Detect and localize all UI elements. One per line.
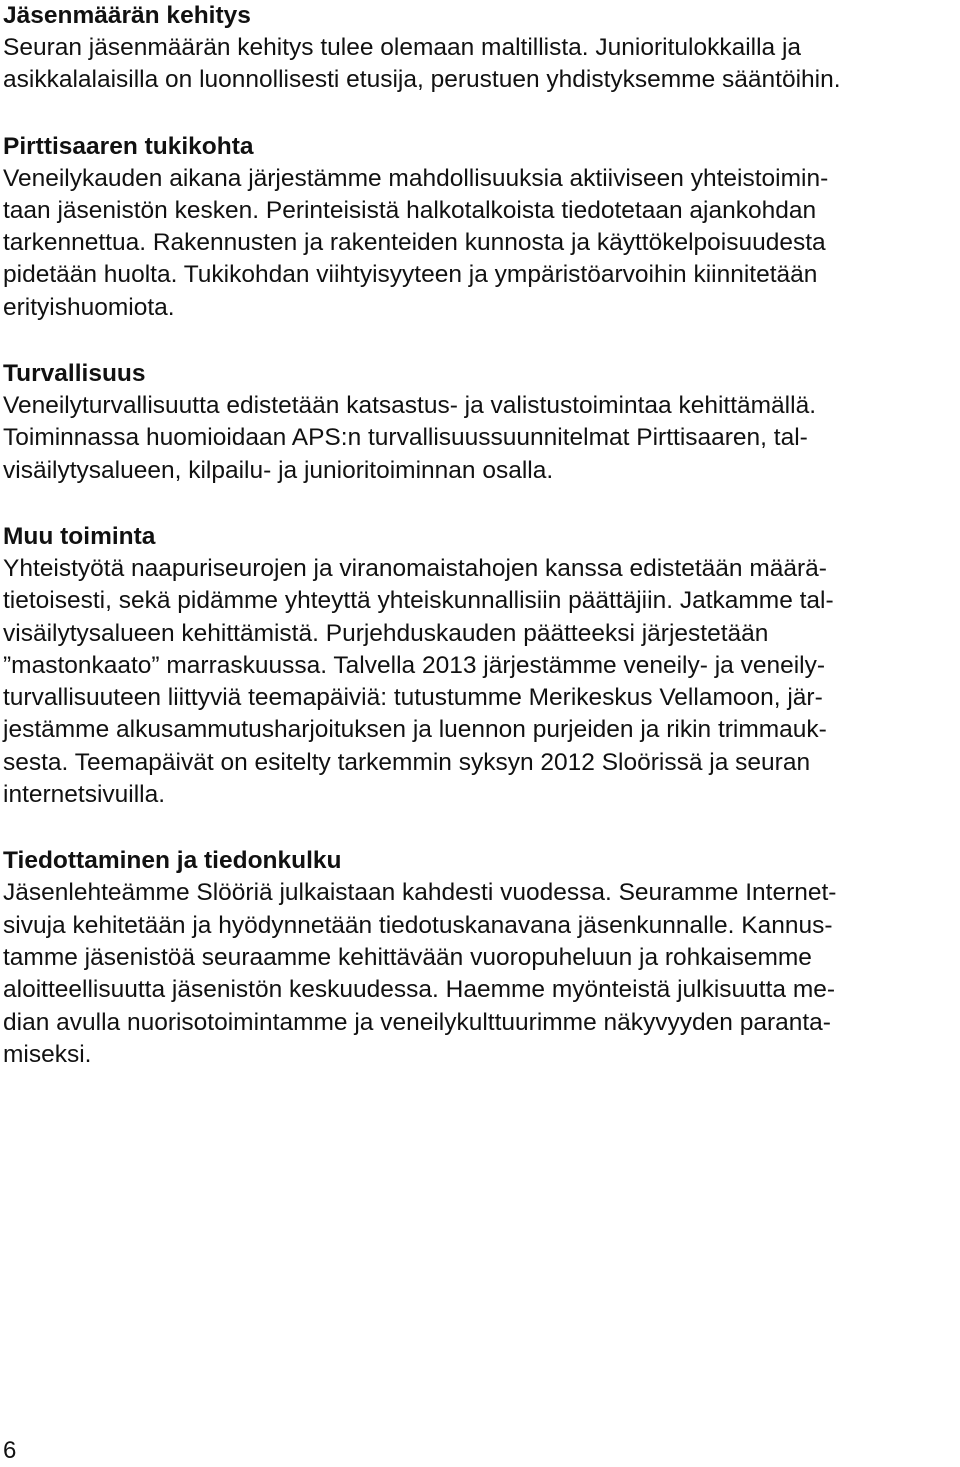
body-line: visäilytysalueen kehittämistä. Purjehduskauden päätteeksi järjestetään	[3, 619, 769, 647]
section-membership	[3, 0, 957, 97]
body-line: Yhteistyötä naapuriseurojen ja viranomaistahojen kanssa edistetään määrä-	[3, 554, 827, 582]
section-communication	[3, 845, 957, 1071]
section-heading: Tiedottaminen ja tiedonkulku	[3, 847, 342, 875]
body-line: internetsivuilla.	[3, 781, 166, 809]
body-line: visäilytysalueen, kilpailu- ja junioritoiminnan osalla.	[3, 456, 554, 484]
body-line: sivuja kehitetään ja hyödynnetään tiedotuskanavana jäsenkunnalle. Kannus-	[3, 911, 833, 939]
body-line: erityishuomiota.	[3, 293, 175, 321]
body-line: miseksi.	[3, 1040, 92, 1068]
body-line: turvallisuuteen liittyviä teemapäiviä: tutustumme Merikeskus Vellamoon, jär-	[3, 684, 823, 712]
section-spacer	[3, 97, 957, 131]
section-heading: Muu toiminta	[3, 522, 156, 550]
body-line: ”mastonkaato” marraskuussa. Talvella 2013 järjestämme veneily- ja veneily-	[3, 651, 826, 679]
document-page	[3, 0, 957, 1071]
section-base	[3, 131, 957, 324]
body-line: asikkalalaisilla on luonnollisesti etusija, perustuen yhdistyksemme sääntöihin.	[3, 66, 841, 94]
body-line: jestämme alkusammutusharjoituksen ja luennon purjeiden ja rikin trimmauk-	[3, 716, 827, 744]
page-number: 6	[3, 1437, 17, 1464]
body-line: Jäsenlehteämme Slööriä julkaistaan kahdesti vuodessa. Seuramme Internet-	[3, 879, 837, 907]
body-line: Veneilyturvallisuutta edistetään katsastus- ja valistustoimintaa kehittämällä.	[3, 392, 816, 420]
section-heading: Pirttisaaren tukikohta	[3, 132, 254, 160]
body-line: Veneilykauden aikana järjestämme mahdollisuuksia aktiiviseen yhteistoimin-	[3, 164, 829, 192]
section-spacer	[3, 811, 957, 845]
section-spacer	[3, 324, 957, 358]
body-line: tarkennettua. Rakennusten ja rakenteiden kunnosta ja käyttökelpoisuudesta	[3, 229, 826, 257]
body-line: pidetään huolta. Tukikohdan viihtyisyyteen ja ympäristöarvoihin kiinnitetään	[3, 261, 818, 289]
section-heading: Turvallisuus	[3, 360, 146, 388]
body-line: tietoisesti, sekä pidämme yhteyttä yhteiskunnallisiin päättäjiin. Jatkamme tal-	[3, 587, 834, 615]
body-line: dian avulla nuorisotoimintamme ja veneilykulttuurimme näkyvyyden paranta-	[3, 1008, 831, 1036]
body-line: tamme jäsenistöä seuraamme kehittävään vuoropuheluun ja rohkaisemme	[3, 943, 812, 971]
body-line: taan jäsenistön kesken. Perinteisistä halkotalkoista tiedotetaan ajankohdan	[3, 196, 817, 224]
body-line: Seuran jäsenmäärän kehitys tulee olemaan maltillista. Junioritulokkailla ja	[3, 34, 802, 61]
body-line: Toiminnassa huomioidaan APS:n turvallisuussuunnitelmat Pirttisaaren, tal-	[3, 424, 808, 452]
section-safety	[3, 358, 957, 487]
section-spacer	[3, 487, 957, 521]
body-line: sesta. Teemapäivät on esitelty tarkemmin syksyn 2012 Sloörissä ja seuran	[3, 748, 811, 776]
section-other-activities	[3, 521, 957, 811]
section-heading: Jäsenmäärän kehitys	[3, 2, 251, 29]
body-line: aloitteellisuutta jäsenistön keskuudessa. Haemme myönteistä julkisuutta me-	[3, 976, 836, 1004]
